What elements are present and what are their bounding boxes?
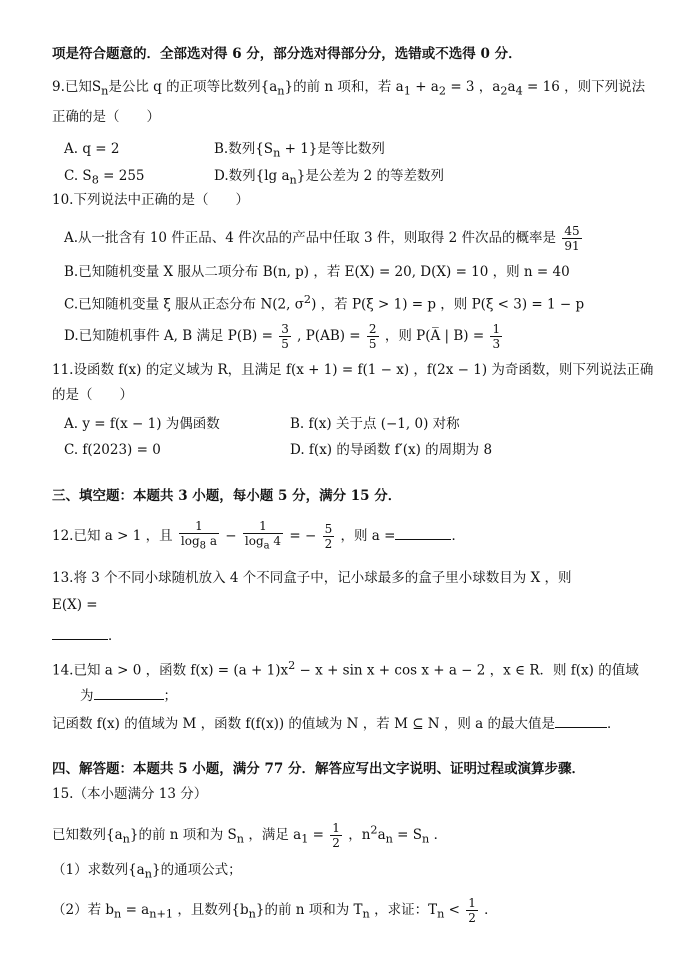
fraction-numerator: 1: [243, 519, 283, 534]
fraction-denominator: 2: [332, 835, 340, 850]
q9-stem-line1: 9.已知$S_n$是公比 q 的正项等比数列$\{a_n\}$的前 n 项和，若 $a_1 + a_2 = 3$ ，$a_2a_4 = 16$ ，则下列说法: [52, 79, 646, 98]
q11-stem-line2: 的是（ ）: [52, 387, 133, 403]
q10-option-d-fraction1: [279, 322, 291, 351]
fraction-numerator: 1: [468, 896, 476, 910]
q12-fraction2: [243, 519, 283, 553]
fraction-numerator: 3: [281, 322, 289, 336]
q10-option-a-fraction: [562, 224, 581, 253]
fraction-numerator: 45: [564, 224, 580, 238]
q9-options-row2: [64, 166, 648, 191]
q14-answer-blank-2: [555, 713, 607, 728]
fraction-denominator: $\log_a 4$: [244, 534, 282, 552]
q13-expectation: E(X) =: [52, 597, 98, 613]
q10-option-d-fraction2: [367, 322, 379, 351]
q10-option-d-pre: D.已知随机事件 A, B 满足 P(B) =: [64, 328, 273, 344]
q14-answer-blank-1: [94, 685, 164, 700]
fraction-numerator: 2: [368, 322, 377, 336]
q13-stem: 13.将 3 个不同小球随机放入 4 个不同盒子中，记小球最多的盒子里小球数目为 X ，则: [52, 570, 572, 586]
fraction-denominator: 5: [281, 337, 289, 351]
q10-option-d: [64, 318, 648, 354]
q13-end: ．: [108, 628, 122, 644]
q15-part2-fraction: [466, 896, 478, 925]
q15-part2: [52, 892, 648, 933]
q12-line: [52, 516, 648, 556]
q11-options-row2: [64, 440, 648, 460]
q14-stem: 14.已知 a > 0 ，函数 $f(x) = (a + 1)x^2 - x + \sin x + \cos x + a - 2$ ，x ∈ R．则 f(x) 的值域: [52, 659, 639, 679]
q10-option-d-post: ，则 P(A̅ | B) =: [384, 328, 485, 344]
q15-part1: （1）求数列$\{a_n\}$的通项公式；: [52, 862, 242, 881]
q15-title: 15.（本小题满分 13 分）: [52, 786, 208, 802]
section-end-note: 项是符合题意的．全部选对得 6 分，部分选对得部分分，选错或不选得 0 分．: [52, 46, 522, 62]
q13-answer-line: [52, 625, 648, 646]
q10-option-d-fraction3: [490, 322, 502, 351]
q12-fraction3: [323, 522, 335, 551]
fraction-denominator: 3: [492, 337, 501, 351]
fraction-denominator: 91: [564, 239, 580, 253]
fraction-numerator: 5: [324, 522, 333, 536]
q14-semi: ；: [163, 688, 177, 704]
fraction-denominator: 5: [368, 337, 377, 351]
q11-option-a: A. y = f(x − 1) 为偶函数: [64, 416, 220, 432]
q15-part2-pre: （2）若 $b_n = a_{n+1}$ ，且数列$\{b_n\}$的前 n 项和为 $T_n$ ，求证：$T_n$ <: [52, 902, 460, 921]
q9-options-row1: [64, 139, 648, 159]
fraction-numerator: 1: [179, 519, 219, 534]
fraction-denominator: 2: [324, 537, 333, 551]
section4-heading: 四、解答题：本题共 5 小题，满分 77 分．解答应写出文字说明、证明过程或演算步骤．: [52, 761, 585, 777]
q15-given-post: ，$n^2a_n = S_n$ ．: [348, 823, 448, 846]
q10-option-a: [64, 220, 648, 256]
q12-eq: = −: [289, 528, 317, 544]
q9-option-a: A. q = 2: [64, 141, 120, 157]
q10-option-b: B.已知随机变量 X 服从二项分布 B(n, p) ，若 E(X) = 20, D(X) = 10 ，则 n = 40: [64, 264, 570, 280]
fraction-numerator: 1: [332, 820, 340, 835]
fraction-denominator: 2: [468, 911, 476, 925]
q13-answer-blank: [52, 625, 108, 640]
q10-option-a-text: A.从一批含有 10 件正品、4 件次品的产品中任取 3 件，则取得 2 件次品的概率是: [64, 230, 557, 246]
q12-post: ，则 a =: [340, 528, 396, 544]
q12-fraction1: [179, 519, 219, 553]
q12-end: ．: [451, 528, 465, 544]
q9-option-c: C. $S_8 = 255$: [64, 168, 145, 187]
q11-option-d: D. f(x) 的导函数 f′(x) 的周期为 8: [290, 442, 493, 458]
q10-option-c: C.已知随机变量 ξ 服从正态分布 N(2, $\sigma^2$) ，若 P(ξ > 1) = p ，则 P(ξ < 3) = 1 − p: [64, 293, 585, 313]
q12-answer-blank: [395, 525, 451, 540]
q15-part2-end: ．: [484, 902, 498, 918]
q15-given-pre: 已知数列$\{a_n\}$的前 n 项和为 $S_n$ ，满足 $a_1$ =: [52, 826, 324, 846]
q11-option-b: B. f(x) 关于点 (−1, 0) 对称: [290, 416, 460, 432]
q11-stem-line1: 11.设函数 f(x) 的定义域为 R，且满足 f(x + 1) = f(1 − x) ，f(2x − 1) 为奇函数，则下列说法正确: [52, 362, 654, 378]
q12-minus: −: [225, 528, 237, 544]
q10-stem: 10.下列说法中正确的是（ ）: [52, 192, 249, 208]
q9-stem-line2: 正确的是（ ）: [52, 109, 160, 125]
q14-line2: [52, 713, 648, 734]
q10-option-d-mid: , P(AB) =: [297, 328, 361, 344]
fraction-numerator: 1: [492, 322, 501, 336]
q11-option-c: C. f(2023) = 0: [64, 442, 161, 458]
q11-options-row1: [64, 414, 648, 434]
q14-wei: 为: [80, 688, 94, 704]
q15-given-fraction: [330, 821, 342, 850]
q14-range-line: [80, 685, 648, 706]
section3-heading: 三、填空题：本题共 3 小题，每小题 5 分，满分 15 分．: [52, 488, 402, 504]
q14-end: ．: [607, 716, 621, 732]
q9-option-d: D.数列{lg $a_n$}是公差为 2 的等差数列: [214, 168, 445, 187]
q9-option-b: B.数列$\{S_n + 1\}$是等比数列: [214, 141, 385, 160]
q12-pre: 12.已知 a > 1 ，且: [52, 528, 173, 544]
q14-line2-text: 记函数 f(x) 的值域为 M ，函数 f(f(x)) 的值域为 N ，若 M ⊆ N ，则 a 的最大值是: [52, 716, 556, 732]
q15-given: [52, 812, 648, 857]
fraction-denominator: $\log_8 a$: [180, 534, 217, 552]
